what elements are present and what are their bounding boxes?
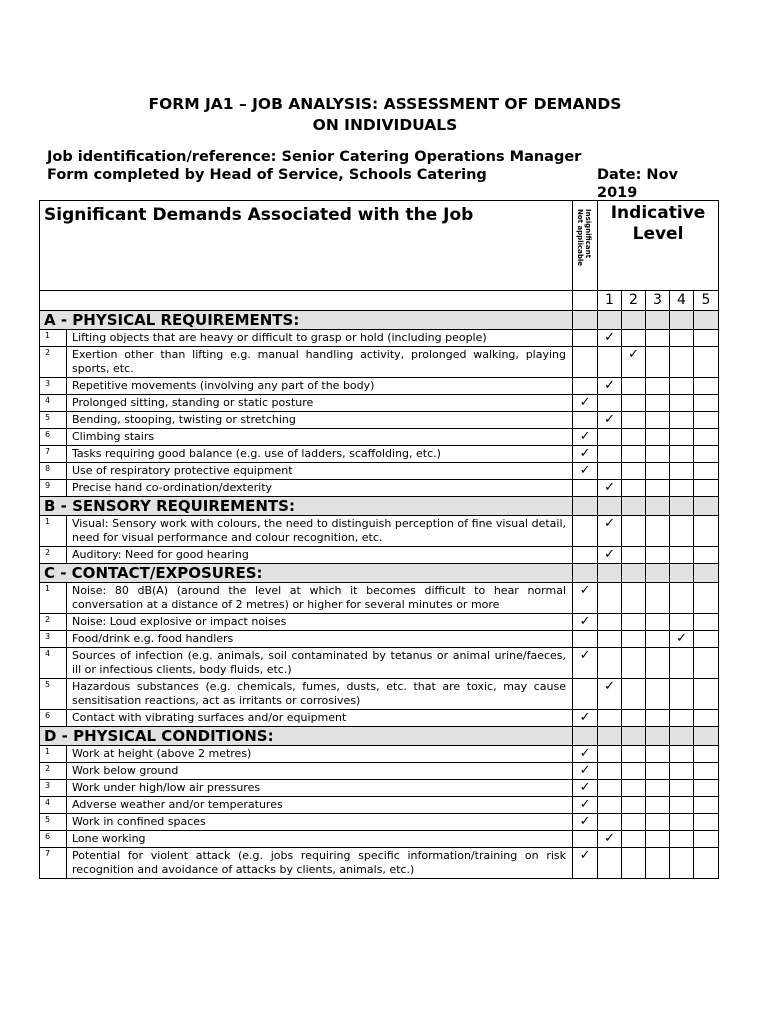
check-mark-icon: ✓: [628, 347, 639, 362]
level-1-cell: [598, 429, 622, 446]
not-applicable-label: Not applicable: [576, 209, 585, 267]
insignificant-label: Insignificant: [584, 209, 593, 258]
row-number: 5: [40, 412, 67, 429]
level-header-1: 1: [598, 291, 622, 311]
level-5-cell: [694, 429, 719, 446]
insignificant-column-header: [573, 201, 598, 291]
check-mark-icon: ✓: [579, 395, 591, 410]
level-header-3: 3: [646, 291, 670, 311]
level-4-cell: [670, 378, 694, 395]
table-heading: Significant Demands Associated with the Job: [40, 201, 573, 291]
form-title-line-2: ON INDIVIDUALS: [312, 116, 458, 134]
level-3-cell: [646, 614, 670, 631]
table-row: [40, 446, 719, 463]
table-row: [40, 814, 719, 831]
level-5-cell: [694, 378, 719, 395]
section-title: B - SENSORY REQUIREMENTS:: [40, 497, 573, 516]
level-5-cell: [694, 848, 719, 879]
level-3-cell: [646, 831, 670, 848]
level-3-cell: [646, 463, 670, 480]
level-4-cell: [670, 480, 694, 497]
row-number: 4: [40, 648, 67, 679]
level-5-cell: [694, 614, 719, 631]
demand-description: Use of respiratory protective equipment: [67, 463, 573, 480]
table-row: [40, 412, 719, 429]
table-row: [40, 378, 719, 395]
level-1-cell: [598, 631, 622, 648]
level-4-cell: [670, 763, 694, 780]
level-3-cell: [646, 780, 670, 797]
level-2-cell: [622, 330, 646, 347]
insignificant-cell: [573, 516, 598, 547]
level-2-cell: [622, 412, 646, 429]
demand-description: Prolonged sitting, standing or static posture: [67, 395, 573, 412]
table-row: [40, 330, 719, 347]
demand-description: Food/drink e.g. food handlers: [67, 631, 573, 648]
row-number: 6: [40, 429, 67, 446]
level-1-cell: [598, 547, 622, 564]
level-4-cell: [670, 547, 694, 564]
level-2-cell: [622, 648, 646, 679]
section-title: C - CONTACT/EXPOSURES:: [40, 564, 573, 583]
demand-description: Exertion other than lifting e.g. manual handling activity, prolonged walking, playing sports, etc.: [67, 347, 573, 378]
level-4-cell: [670, 797, 694, 814]
check-mark-icon: ✓: [604, 480, 615, 495]
level-4-cell: [670, 648, 694, 679]
demand-description: Contact with vibrating surfaces and/or equipment: [67, 710, 573, 727]
insignificant-cell: [573, 797, 598, 814]
check-mark-icon: ✓: [579, 797, 591, 812]
check-mark-icon: ✓: [604, 831, 615, 846]
level-5-cell: [694, 797, 719, 814]
insignificant-cell: [573, 648, 598, 679]
demand-description: Hazardous substances (e.g. chemicals, fumes, dusts, etc. that are toxic, may cause sensitisation reactions, act as irritants or corrosives): [67, 679, 573, 710]
level-3-cell: [646, 631, 670, 648]
level-1-cell: [598, 614, 622, 631]
level-2-cell: [622, 780, 646, 797]
level-5-cell: [694, 831, 719, 848]
level-3-cell: [646, 429, 670, 446]
demand-description: Work under high/low air pressures: [67, 780, 573, 797]
table-row: [40, 614, 719, 631]
level-1-cell: [598, 848, 622, 879]
row-number: 7: [40, 848, 67, 879]
level-4-cell: [670, 848, 694, 879]
level-3-cell: [646, 480, 670, 497]
demand-description: Noise: Loud explosive or impact noises: [67, 614, 573, 631]
table-header-row: [40, 201, 719, 291]
level-2-cell: [622, 848, 646, 879]
level-1-cell: [598, 710, 622, 727]
level-3-cell: [646, 378, 670, 395]
demand-description: Noise: 80 dB(A) (around the level at which it becomes difficult to hear normal conversation at a distance of 2 metres) or higher for several minutes or more: [67, 583, 573, 614]
level-4-cell: [670, 814, 694, 831]
level-3-cell: [646, 583, 670, 614]
check-mark-icon: ✓: [604, 547, 615, 562]
check-mark-icon: ✓: [676, 631, 687, 646]
level-2-cell: [622, 429, 646, 446]
check-mark-icon: ✓: [604, 516, 615, 531]
level-2-cell: [622, 679, 646, 710]
level-header-2: 2: [622, 291, 646, 311]
level-2-cell: [622, 480, 646, 497]
job-reference: Job identification/reference: Senior Catering Operations Manager: [47, 149, 582, 165]
level-1-cell: [598, 679, 622, 710]
level-1-cell: [598, 412, 622, 429]
check-mark-icon: ✓: [579, 780, 591, 795]
level-2-cell: [622, 583, 646, 614]
row-number: 9: [40, 480, 67, 497]
level-1-cell: [598, 831, 622, 848]
insignificant-cell: [573, 780, 598, 797]
level-3-cell: [646, 797, 670, 814]
demand-description: Visual: Sensory work with colours, the need to distinguish perception of fine visual detail, need for visual performance and colour recognition, etc.: [67, 516, 573, 547]
insignificant-cell: [573, 814, 598, 831]
level-3-cell: [646, 763, 670, 780]
row-number: 1: [40, 583, 67, 614]
level-4-cell: [670, 429, 694, 446]
table-row: [40, 763, 719, 780]
level-5-cell: [694, 780, 719, 797]
level-4-cell: [670, 710, 694, 727]
check-mark-icon: ✓: [579, 814, 591, 829]
table-row: [40, 547, 719, 564]
check-mark-icon: ✓: [579, 710, 591, 725]
level-2-cell: [622, 463, 646, 480]
demand-description: Climbing stairs: [67, 429, 573, 446]
demand-description: Lone working: [67, 831, 573, 848]
level-numbers-row: [40, 291, 719, 311]
level-5-cell: [694, 412, 719, 429]
level-2-cell: [622, 814, 646, 831]
table-row: [40, 780, 719, 797]
level-5-cell: [694, 763, 719, 780]
row-number: 7: [40, 446, 67, 463]
insignificant-cell: [573, 446, 598, 463]
check-mark-icon: ✓: [579, 429, 591, 444]
level-4-cell: [670, 516, 694, 547]
level-2-cell: [622, 378, 646, 395]
row-number: 1: [40, 330, 67, 347]
section-header-row: [40, 564, 719, 583]
level-2-cell: [622, 831, 646, 848]
table-row: [40, 429, 719, 446]
level-4-cell: [670, 347, 694, 378]
completed-by: Form completed by Head of Service, Schools Catering: [47, 167, 487, 183]
level-1-cell: [598, 780, 622, 797]
demand-description: Precise hand co-ordination/dexterity: [67, 480, 573, 497]
insignificant-cell: [573, 583, 598, 614]
level-1-cell: [598, 446, 622, 463]
level-5-cell: [694, 583, 719, 614]
check-mark-icon: ✓: [579, 848, 591, 863]
level-4-cell: [670, 412, 694, 429]
level-3-cell: [646, 710, 670, 727]
section-header-row: [40, 727, 719, 746]
level-2-cell: [622, 746, 646, 763]
level-4-cell: [670, 831, 694, 848]
demand-description: Work below ground: [67, 763, 573, 780]
insignificant-cell: [573, 746, 598, 763]
check-mark-icon: ✓: [604, 412, 615, 427]
demand-description: Potential for violent attack (e.g. jobs requiring specific information/training on risk recognition and avoidance of attacks by clients, animals, etc.): [67, 848, 573, 879]
demand-description: Sources of infection (e.g. animals, soil contaminated by tetanus or animal urine/faeces, ill or infectious clients, body fluids, etc.): [67, 648, 573, 679]
level-4-cell: [670, 395, 694, 412]
level-5-cell: [694, 446, 719, 463]
insignificant-cell: [573, 429, 598, 446]
insignificant-cell: [573, 614, 598, 631]
demand-description: Work at height (above 2 metres): [67, 746, 573, 763]
level-2-cell: [622, 710, 646, 727]
row-number: 2: [40, 614, 67, 631]
row-number: 2: [40, 547, 67, 564]
form-title: [0, 94, 770, 136]
level-5-cell: [694, 330, 719, 347]
level-4-cell: [670, 679, 694, 710]
demand-description: Repetitive movements (involving any part of the body): [67, 378, 573, 395]
check-mark-icon: ✓: [604, 330, 615, 345]
demand-description: Bending, stooping, twisting or stretching: [67, 412, 573, 429]
level-3-cell: [646, 330, 670, 347]
table-row: [40, 710, 719, 727]
level-5-cell: [694, 710, 719, 727]
level-3-cell: [646, 395, 670, 412]
level-2-cell: [622, 347, 646, 378]
level-5-cell: [694, 648, 719, 679]
form-title-line-1: FORM JA1 – JOB ANALYSIS: ASSESSMENT OF DEMANDS: [148, 95, 622, 113]
level-5-cell: [694, 463, 719, 480]
section-title: A - PHYSICAL REQUIREMENTS:: [40, 311, 573, 330]
level-5-cell: [694, 631, 719, 648]
check-mark-icon: ✓: [579, 648, 591, 663]
table-row: [40, 463, 719, 480]
level-5-cell: [694, 347, 719, 378]
level-1-cell: [598, 480, 622, 497]
insignificant-cell: [573, 763, 598, 780]
table-row: [40, 347, 719, 378]
row-number: 1: [40, 516, 67, 547]
level-4-cell: [670, 583, 694, 614]
section-header-row: [40, 311, 719, 330]
level-3-cell: [646, 347, 670, 378]
row-number: 4: [40, 395, 67, 412]
level-2-cell: [622, 547, 646, 564]
row-number: 2: [40, 763, 67, 780]
level-1-cell: [598, 463, 622, 480]
indicative-level-header: Indicative Level: [598, 201, 719, 291]
form-date: Date: Nov 2019: [597, 167, 678, 201]
insignificant-cell: [573, 463, 598, 480]
level-5-cell: [694, 814, 719, 831]
demand-description: Tasks requiring good balance (e.g. use of ladders, scaffolding, etc.): [67, 446, 573, 463]
level-4-cell: [670, 614, 694, 631]
level-3-cell: [646, 412, 670, 429]
level-1-cell: [598, 583, 622, 614]
table-row: [40, 797, 719, 814]
table-row: [40, 516, 719, 547]
table-row: [40, 395, 719, 412]
insignificant-cell: [573, 831, 598, 848]
demands-table: [39, 200, 719, 879]
level-5-cell: [694, 679, 719, 710]
level-1-cell: [598, 516, 622, 547]
level-3-cell: [646, 648, 670, 679]
check-mark-icon: ✓: [604, 378, 615, 393]
insignificant-cell: [573, 710, 598, 727]
level-4-cell: [670, 780, 694, 797]
level-3-cell: [646, 848, 670, 879]
table-row: [40, 848, 719, 879]
level-4-cell: [670, 631, 694, 648]
insignificant-cell: [573, 378, 598, 395]
check-mark-icon: ✓: [579, 463, 591, 478]
check-mark-icon: ✓: [579, 446, 591, 461]
level-2-cell: [622, 395, 646, 412]
row-number: 3: [40, 378, 67, 395]
check-mark-icon: ✓: [579, 583, 591, 598]
level-1-cell: [598, 814, 622, 831]
insignificant-cell: [573, 848, 598, 879]
level-3-cell: [646, 547, 670, 564]
demand-description: Lifting objects that are heavy or difficult to grasp or hold (including people): [67, 330, 573, 347]
level-1-cell: [598, 797, 622, 814]
table-row: [40, 631, 719, 648]
row-number: 5: [40, 679, 67, 710]
insignificant-cell: [573, 347, 598, 378]
insignificant-cell: [573, 631, 598, 648]
table-row: [40, 746, 719, 763]
level-4-cell: [670, 746, 694, 763]
level-2-cell: [622, 763, 646, 780]
level-5-cell: [694, 516, 719, 547]
level-5-cell: [694, 746, 719, 763]
level-1-cell: [598, 395, 622, 412]
level-1-cell: [598, 648, 622, 679]
row-number: 6: [40, 710, 67, 727]
check-mark-icon: ✓: [604, 679, 615, 694]
insignificant-cell: [573, 547, 598, 564]
level-3-cell: [646, 814, 670, 831]
level-1-cell: [598, 347, 622, 378]
insignificant-cell: [573, 395, 598, 412]
level-5-cell: [694, 480, 719, 497]
table-row: [40, 648, 719, 679]
table-row: [40, 679, 719, 710]
insignificant-cell: [573, 412, 598, 429]
level-4-cell: [670, 463, 694, 480]
demand-description: Auditory: Need for good hearing: [67, 547, 573, 564]
level-3-cell: [646, 516, 670, 547]
level-4-cell: [670, 330, 694, 347]
level-header-5: 5: [694, 291, 719, 311]
level-3-cell: [646, 679, 670, 710]
check-mark-icon: ✓: [579, 614, 591, 629]
level-5-cell: [694, 395, 719, 412]
demand-description: Adverse weather and/or temperatures: [67, 797, 573, 814]
level-1-cell: [598, 378, 622, 395]
section-header-row: [40, 497, 719, 516]
table-row: [40, 831, 719, 848]
row-number: 3: [40, 631, 67, 648]
level-2-cell: [622, 631, 646, 648]
level-2-cell: [622, 797, 646, 814]
section-title: D - PHYSICAL CONDITIONS:: [40, 727, 573, 746]
level-1-cell: [598, 763, 622, 780]
level-2-cell: [622, 516, 646, 547]
level-1-cell: [598, 330, 622, 347]
level-1-cell: [598, 746, 622, 763]
insignificant-cell: [573, 330, 598, 347]
check-mark-icon: ✓: [579, 763, 591, 778]
row-number: 2: [40, 347, 67, 378]
row-number: 1: [40, 746, 67, 763]
row-number: 3: [40, 780, 67, 797]
level-2-cell: [622, 446, 646, 463]
row-number: 5: [40, 814, 67, 831]
level-3-cell: [646, 746, 670, 763]
table-row: [40, 480, 719, 497]
row-number: 6: [40, 831, 67, 848]
row-number: 4: [40, 797, 67, 814]
level-3-cell: [646, 446, 670, 463]
level-2-cell: [622, 614, 646, 631]
table-row: [40, 583, 719, 614]
insignificant-cell: [573, 480, 598, 497]
row-number: 8: [40, 463, 67, 480]
demand-description: Work in confined spaces: [67, 814, 573, 831]
insignificant-cell: [573, 679, 598, 710]
level-4-cell: [670, 446, 694, 463]
level-5-cell: [694, 547, 719, 564]
check-mark-icon: ✓: [579, 746, 591, 761]
level-header-4: 4: [670, 291, 694, 311]
